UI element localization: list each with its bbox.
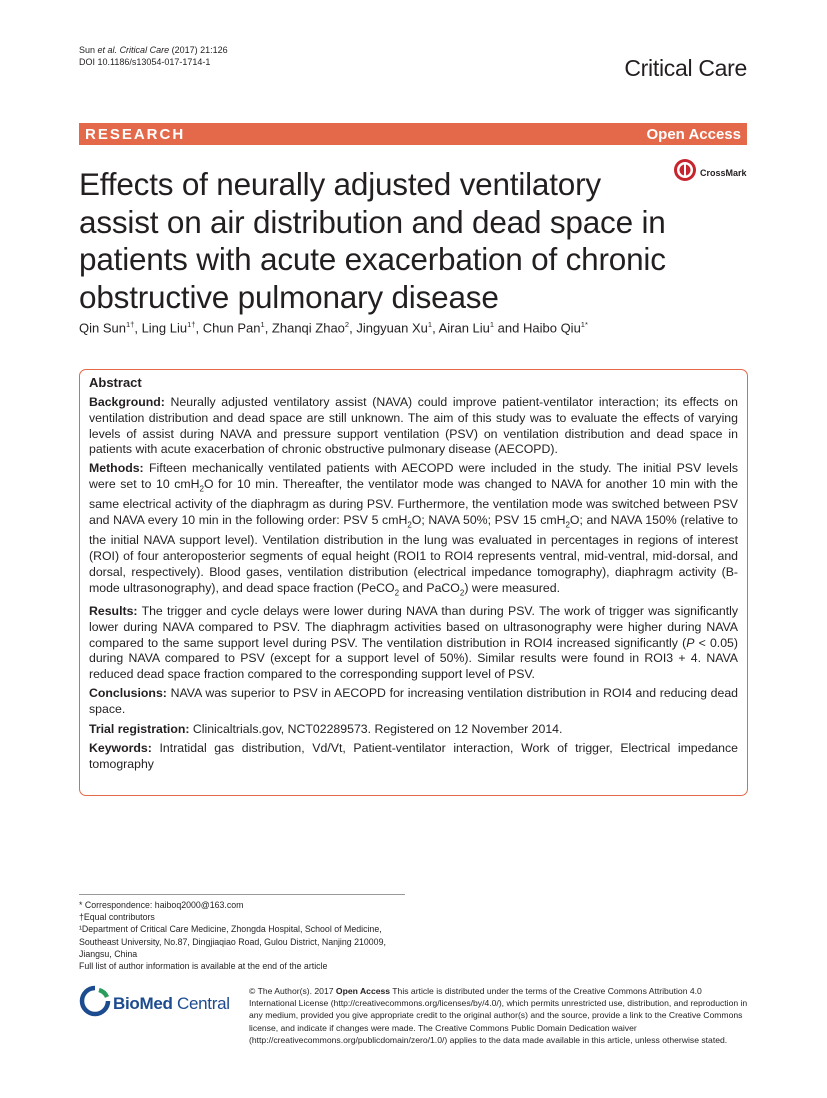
- abstract-background: Background: Neurally adjusted ventilatory assist (NAVA) could improve patient-ventilator interaction; its effects on ventilation distribution and dead space are still unknown. The aim of this study was to evaluate the effects of varying levels of assist during NAVA and pressure support ventilation (PSV) on ventilation distribution and dead space in patients with acute exacerbation of chronic obstructive pulmonary disease (AECOPD).: [89, 395, 738, 457]
- author-name[interactable]: Qin Sun: [79, 320, 126, 336]
- doi-line[interactable]: DOI 10.1186/s13054-017-1714-1: [79, 57, 211, 67]
- author-name[interactable]: Airan Liu: [438, 320, 490, 336]
- article-type-banner: [79, 123, 747, 145]
- abstract-methods: Methods: Fifteen mechanically ventilated patients with AECOPD were included in the study. The initial PSV levels were set to 10 cmH$_2$O for 10 min. Thereafter, the ventilator mode was changed to NAVA for another 10 min with the same electrical activity of the diaphragm as during PSV. Furthermore, the ventilation mode was switched between PSV and NAVA every 10 min in the following order: PSV 5 cmH$_2$O; NAVA 50%; PSV 15 cmH$_2$O; and NAVA 150% (relative to the initial NAVA support level). Ventilation distribution in the lung was evaluated in percentages in regions of interest (ROI) of four anteroposterior segments of equal height (ROI1 to ROI4 represents ventral, mid-ventral, mid-dorsal, and dorsal, respectively). Blood gases, ventilation distribution (electrical impedance tomography), diaphragm activity (B-mode ultrasonography), and dead space fraction (PeCO$_2$ and PaCO$_2$) were measured.: [89, 461, 738, 598]
- author-list: Qin Sun$^{1\dagger}$, Ling Liu$^{1\dagger}$, Chun Pan$^1$, Zhanqi Zhao$^2$, Jingyuan Xu$^1$, Airan Liu$^1$ and Haibo Qiu$^{1*}$: [79, 320, 588, 336]
- biomed-central-logo-icon: [79, 985, 111, 1022]
- footnote-divider: [79, 894, 405, 895]
- abstract-results: Results: The trigger and cycle delays were lower during NAVA than during PSV. The work of trigger was significantly lower during NAVA compared to PSV. The diaphragm activities based on ultrasonography were higher during NAVA compared to the same support level during PSV. The ventilation distribution in ROI4 increased significantly (P < 0.05) during NAVA compared to PSV (except for a support level of 50%). Similar results were found in ROI3 + 4. NAVA reduced dead space fraction compared to the corresponding support level of PSV.: [89, 603, 738, 682]
- affiliation-note: ¹Department of Critical Care Medicine, Zhongda Hospital, School of Medicine, Southeast University, No.87, Dingjiaqiao Road, Gulou District, Nanjing 210009, Jiangsu, China: [79, 924, 386, 959]
- article-title: Effects of neurally adjusted ventilatory assist on air distribution and dead space in patients with acute exacerbation of chronic obstructive pulmonary disease: [79, 166, 666, 315]
- journal-name: Critical Care: [624, 55, 747, 81]
- correspondence-note[interactable]: * Correspondence: haiboq2000@163.com: [79, 900, 244, 910]
- abstract-trial-registration: Trial registration: Clinicaltrials.gov, NCT02289573. Registered on 12 November 2014.: [89, 721, 563, 736]
- publisher-name: BioMed Central: [113, 993, 230, 1013]
- author-name[interactable]: Zhanqi Zhao: [271, 320, 345, 336]
- abstract-conclusions: Conclusions: NAVA was superior to PSV in AECOPD for increasing ventilation distribution in ROI4 and reducing dead space.: [89, 685, 739, 716]
- abstract-box: [79, 369, 748, 796]
- equal-contributors-note: †Equal contributors: [79, 912, 155, 923]
- footnotes: [79, 899, 409, 972]
- citation-header: [79, 44, 228, 68]
- crossmark-label: CrossMark: [700, 167, 747, 178]
- author-name[interactable]: Chun Pan: [202, 320, 261, 336]
- author-name[interactable]: Jingyuan Xu: [356, 320, 428, 336]
- abstract-keywords: Keywords: Intratidal gas distribution, Vd/Vt, Patient-ventilator interaction, Work of trigger, Electrical impedance tomography: [89, 741, 738, 772]
- author-info-note: Full list of author information is available at the end of the article: [79, 961, 328, 972]
- abstract-heading: Abstract: [89, 375, 142, 390]
- article-type-label: RESEARCH: [85, 125, 186, 143]
- citation-line: Sun et al. Critical Care (2017) 21:126: [79, 45, 228, 55]
- biomed-central-logo: [79, 985, 230, 1022]
- author-name[interactable]: Haibo Qiu: [522, 320, 581, 336]
- author-name[interactable]: Ling Liu: [141, 320, 188, 336]
- license-text: © The Author(s). 2017 Open Access This article is distributed under the terms of the Creative Commons Attribution 4.0 International License (http://creativecommons.org/licenses/by/4.0/), which permits unrestricted use, distribution, and reproduction in any medium, provided you give appropriate credit to the original author(s) and the source, provide a link to the Creative Commons license, and indicate if changes were made. The Creative Commons Public Domain Dedication waiver (http://creativecommons.org/publicdomain/zero/1.0/) applies to the data made available in this article, unless otherwise stated.: [249, 986, 748, 1045]
- crossmark-badge[interactable]: [673, 158, 747, 187]
- open-access-label: Open Access: [646, 125, 741, 143]
